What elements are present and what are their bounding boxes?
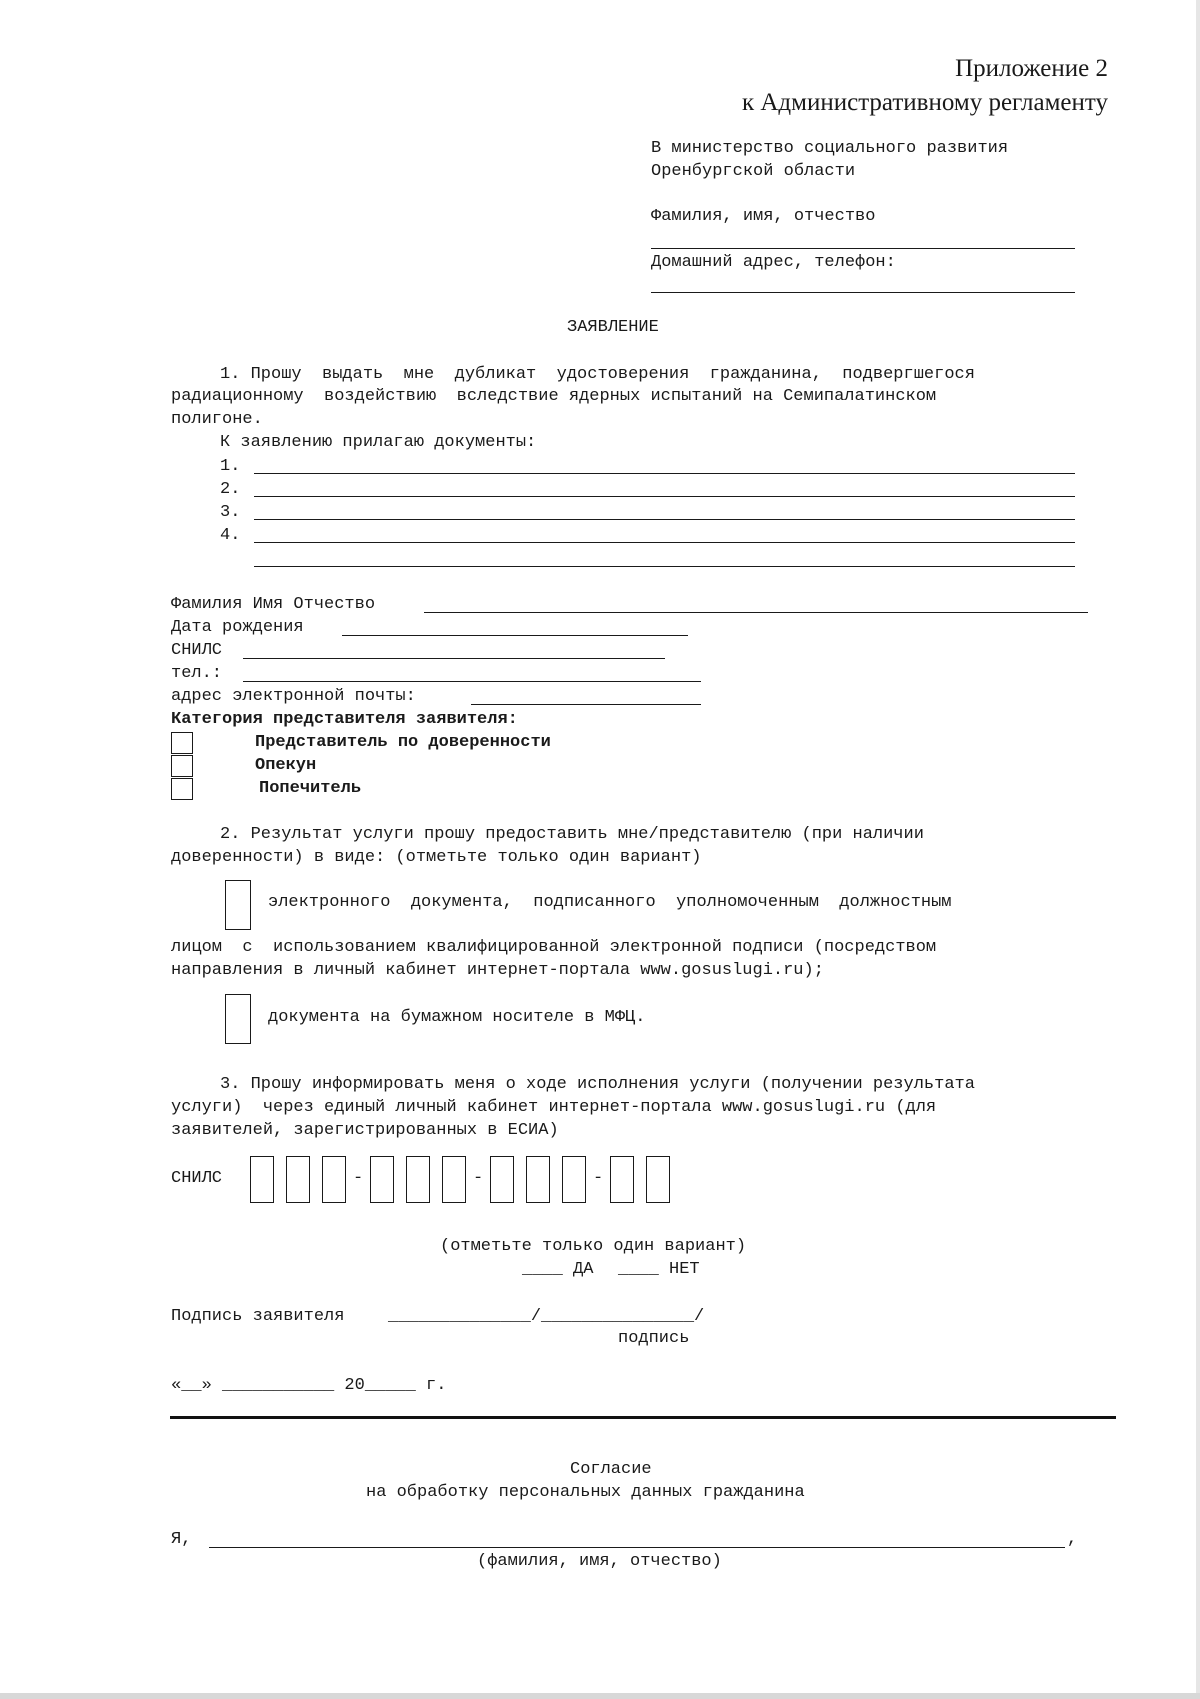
result-electronic-checkbox[interactable] <box>225 880 251 930</box>
appendix-reference: к Административному регламенту <box>741 89 1108 116</box>
result-electronic-line-2: лицом с использованием квалифицированной электронной подписи (посредством <box>171 938 937 957</box>
consent-subtitle: на обработку персональных данных гражданина <box>366 1483 805 1502</box>
doc-number-3: 3. <box>220 503 241 522</box>
fio-line[interactable] <box>424 612 1088 613</box>
snils-digit-6[interactable] <box>442 1156 466 1203</box>
answer-no[interactable]: ____ НЕТ <box>618 1260 700 1279</box>
appendix-number: Приложение 2 <box>955 55 1108 82</box>
consent-fio-line[interactable] <box>209 1547 1065 1548</box>
document-title: ЗАЯВЛЕНИЕ <box>567 318 659 337</box>
snils-digit-9[interactable] <box>562 1156 586 1203</box>
doc-line-4[interactable] <box>254 542 1075 543</box>
doc-line-3[interactable] <box>254 519 1075 520</box>
doc-line-5[interactable] <box>254 566 1075 567</box>
addressee-address-label: Домашний адрес, телефон: <box>651 253 896 272</box>
category-label: Категория представителя заявителя: <box>171 710 518 729</box>
fio-label: Фамилия Имя Отчество <box>171 595 376 614</box>
result-electronic-line-1: электронного документа, подписанного уполномоченным должностным <box>268 893 952 912</box>
snils-digit-11[interactable] <box>646 1156 670 1203</box>
consent-title: Согласие <box>570 1460 652 1479</box>
addressee-fio-label: Фамилия, имя, отчество <box>651 207 876 226</box>
snils-digit-10[interactable] <box>610 1156 634 1203</box>
phone-label: тел.: <box>171 664 223 683</box>
category-checkbox-proxy[interactable] <box>171 732 193 754</box>
addressee-line-2: Оренбургской области <box>651 162 856 181</box>
birth-label: Дата рождения <box>171 618 304 637</box>
consent-comma: , <box>1067 1530 1078 1549</box>
doc-line-2[interactable] <box>254 496 1075 497</box>
docs-label: К заявлению прилагаю документы: <box>220 433 537 452</box>
category-checkbox-guardian[interactable] <box>171 755 193 777</box>
snils-separator-3: - <box>593 1169 604 1188</box>
doc-number-4: 4. <box>220 526 241 545</box>
birth-line[interactable] <box>342 635 688 636</box>
doc-number-2: 2. <box>220 480 241 499</box>
addressee-fio-line[interactable] <box>651 248 1075 249</box>
p3-line-3: заявителей, зарегистрированных в ЕСИА) <box>171 1121 559 1140</box>
p2-line-2: доверенности) в виде: (отметьте только один вариант) <box>171 848 702 867</box>
phone-line[interactable] <box>243 681 701 682</box>
p1-line-1: 1. Прошу выдать мне дубликат удостоверения гражданина, подвергшегося <box>220 365 975 384</box>
snils-separator-2: - <box>473 1169 484 1188</box>
signature-label: Подпись заявителя <box>171 1307 345 1326</box>
doc-number-1: 1. <box>220 457 241 476</box>
result-electronic-line-3: направления в личный кабинет интернет-портала www.gosuslugi.ru); <box>171 961 824 980</box>
category-option-guardian: Опекун <box>255 756 317 775</box>
snils-line[interactable] <box>243 658 665 659</box>
p1-line-2: радиационному воздействию вследствие ядерных испытаний на Семипалатинском <box>171 387 937 406</box>
snils-digit-5[interactable] <box>406 1156 430 1203</box>
choose-note: (отметьте только один вариант) <box>440 1237 747 1256</box>
scan-edge-bottom <box>0 1693 1200 1699</box>
category-option-trustee: Попечитель <box>259 779 362 798</box>
snils-digit-3[interactable] <box>322 1156 346 1203</box>
category-option-proxy: Представитель по доверенности <box>255 733 551 752</box>
scan-edge-right <box>1196 0 1200 1699</box>
signature-caption: подпись <box>618 1329 690 1348</box>
addressee-address-line[interactable] <box>651 292 1075 293</box>
p3-line-1: 3. Прошу информировать меня о ходе исполнения услуги (получении результата <box>220 1075 975 1094</box>
p1-line-3: полигоне. <box>171 410 263 429</box>
answer-yes[interactable]: ____ ДА <box>522 1260 594 1279</box>
snils-label: СНИЛС <box>171 641 223 660</box>
snils-separator-1: - <box>353 1169 364 1188</box>
category-checkbox-trustee[interactable] <box>171 778 193 800</box>
email-label: адрес электронной почты: <box>171 687 416 706</box>
p2-line-1: 2. Результат услуги прошу предоставить мне/представителю (при наличии <box>220 825 924 844</box>
snils-digit-4[interactable] <box>370 1156 394 1203</box>
date-field[interactable]: «__» ___________ 20_____ г. <box>171 1376 447 1395</box>
doc-line-1[interactable] <box>254 473 1075 474</box>
result-paper-checkbox[interactable] <box>225 994 251 1044</box>
email-line[interactable] <box>471 704 701 705</box>
consent-fio-caption: (фамилия, имя, отчество) <box>477 1552 722 1571</box>
section-divider <box>170 1416 1116 1419</box>
addressee-line-1: В министерство социального развития <box>651 139 1009 158</box>
snils-boxes-label: СНИЛС <box>171 1169 223 1188</box>
snils-digit-1[interactable] <box>250 1156 274 1203</box>
consent-ya: Я, <box>171 1530 192 1549</box>
snils-digit-2[interactable] <box>286 1156 310 1203</box>
snils-digit-7[interactable] <box>490 1156 514 1203</box>
snils-digit-8[interactable] <box>526 1156 550 1203</box>
p3-line-2: услуги) через единый личный кабинет интернет-портала www.gosuslugi.ru (для <box>171 1098 937 1117</box>
signature-field[interactable]: ______________/_______________/ <box>388 1307 705 1326</box>
result-paper-label: документа на бумажном носителе в МФЦ. <box>268 1008 646 1027</box>
